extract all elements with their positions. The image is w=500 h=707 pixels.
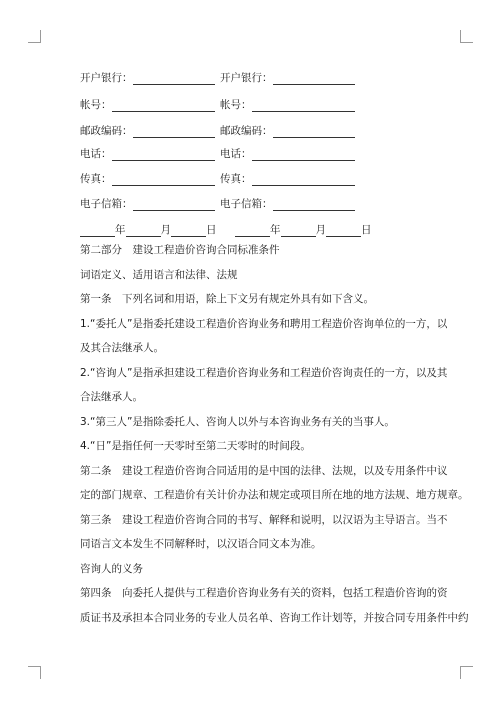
- document-body: [80, 238, 469, 630]
- field-label: 电子信箱：: [220, 198, 273, 210]
- blank-line: [252, 149, 355, 161]
- blank-line: [273, 199, 355, 211]
- section-title: 咨询人的义务: [80, 562, 143, 575]
- blank-line: [281, 225, 316, 237]
- article-3-line2: 同语言文本发生不同解释时，以汉语合同文本为准。: [80, 538, 322, 550]
- postal-field-right: [220, 123, 355, 138]
- article-4-line2: 质证书及承担本合同业务的专业人员名单、咨询工作计划等，并按合同专用条件中约: [80, 611, 469, 624]
- phone-field-right: [220, 146, 355, 161]
- email-field-left: [80, 196, 215, 211]
- date-row: [80, 222, 460, 236]
- field-label: 电话：: [220, 148, 252, 160]
- blank-line: [235, 225, 270, 237]
- crop-mark-bottom-right: [460, 666, 473, 679]
- field-label: 开户银行：: [220, 72, 273, 84]
- field-label: 邮政编码：: [80, 125, 133, 137]
- crop-mark-top-right: [460, 30, 473, 43]
- definition-3: 3.“第三人”是指除委托人、咨询人以外与本咨询业务有关的当事人。: [80, 415, 395, 428]
- blank-line: [112, 100, 215, 112]
- field-label: 电话：: [80, 148, 112, 160]
- definition-1-line2: 及其合法继承人。: [80, 342, 164, 354]
- postal-field-left: [80, 123, 215, 138]
- fax-field-left: [80, 171, 215, 186]
- definition-4: 4.“日”是指任何一天零时至第二天零时的时间段。: [80, 440, 311, 452]
- blank-line: [252, 174, 355, 186]
- month-label: 月: [315, 224, 326, 236]
- definition-2-line1: 2.“咨询人”是指承担建设工程造价咨询业务和工程造价咨询责任的一方，以及其: [80, 366, 448, 379]
- section-title: 词语定义、适用语言和法律、法规: [80, 268, 238, 281]
- article-2-line2: 定的部门规章、工程造价有关计价办法和规定或项目所在地的地方法规、地方规章。: [80, 489, 469, 501]
- field-label: 传真：: [80, 173, 112, 185]
- blank-line: [273, 126, 355, 138]
- account-field-right: [220, 97, 355, 112]
- field-label: 邮政编码：: [220, 125, 273, 137]
- blank-line: [112, 149, 215, 161]
- crop-mark-bottom-left: [28, 666, 41, 679]
- article-1: 第一条 下列名词和用语，除上下文另有规定外具有如下含义。: [80, 293, 374, 305]
- blank-line: [133, 199, 215, 211]
- blank-line: [133, 73, 215, 85]
- field-label: 传真：: [220, 173, 252, 185]
- email-field-right: [220, 196, 355, 211]
- bank-field-left: [80, 70, 215, 85]
- phone-field-left: [80, 146, 215, 161]
- blank-line: [133, 126, 215, 138]
- blank-line: [273, 73, 355, 85]
- blank-line: [252, 100, 355, 112]
- definition-1-line1: 1.“委托人”是指委托建设工程造价咨询业务和聘用工程造价咨询单位的一方，以: [80, 317, 448, 330]
- blank-line: [80, 225, 115, 237]
- month-label: 月: [160, 224, 171, 236]
- blank-line: [126, 225, 161, 237]
- field-label: 帐号：: [80, 99, 112, 111]
- article-4-line1: 第四条 向委托人提供与工程造价咨询业务有关的资料，包括工程造价咨询的资: [80, 587, 448, 599]
- article-3-line1: 第三条 建设工程造价咨询合同的书写、解释和说明，以汉语为主导语言。当不: [80, 513, 448, 526]
- field-label: 电子信箱：: [80, 198, 133, 210]
- part-title: 第二部分 建设工程造价咨询合同标准条件: [80, 244, 280, 256]
- blank-line: [326, 225, 361, 237]
- blank-line: [112, 174, 215, 186]
- blank-line: [171, 225, 206, 237]
- date-right: [235, 222, 372, 237]
- crop-mark-top-left: [28, 30, 41, 43]
- date-left: [80, 222, 217, 237]
- year-label: 年: [115, 224, 126, 236]
- field-label: 帐号：: [220, 99, 252, 111]
- account-field-left: [80, 97, 215, 112]
- article-2-line1: 第二条 建设工程造价咨询合同适用的是中国的法律、法规，以及专用条件中议: [80, 464, 448, 477]
- day-label: 日: [206, 224, 217, 236]
- definition-2-line2: 合法继承人。: [80, 391, 143, 403]
- bank-field-right: [220, 70, 355, 85]
- fax-field-right: [220, 171, 355, 186]
- year-label: 年: [270, 224, 281, 236]
- field-label: 开户银行：: [80, 72, 133, 84]
- day-label: 日: [361, 224, 372, 236]
